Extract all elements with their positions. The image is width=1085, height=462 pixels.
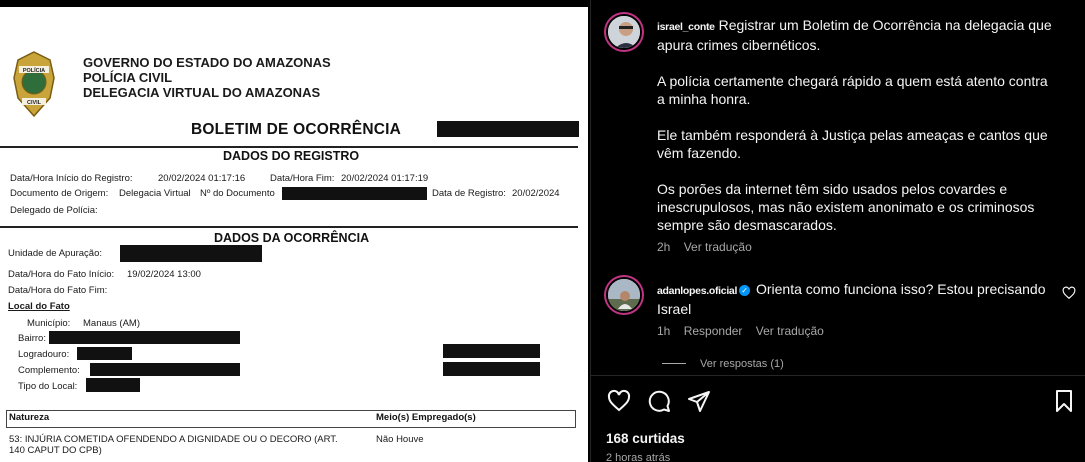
caption-meta: [657, 240, 762, 254]
field-label: Bairro:: [18, 333, 46, 344]
redaction-bar: [443, 344, 540, 358]
comment-meta: [657, 324, 834, 338]
redaction-bar: [77, 347, 132, 360]
heart-icon[interactable]: [607, 389, 631, 413]
header-line: DELEGACIA VIRTUAL DO AMAZONAS: [83, 85, 321, 100]
actions-divider: [591, 375, 1085, 376]
comment-time: 1h: [657, 324, 671, 338]
field-label: Documento de Origem:: [10, 188, 109, 199]
header-line: GOVERNO DO ESTADO DO AMAZONAS: [83, 55, 331, 70]
likes-count[interactable]: 168 curtidas: [606, 431, 685, 446]
field-label: Município:: [27, 318, 71, 329]
header-line: POLÍCIA CIVIL: [83, 70, 173, 85]
svg-text:CIVIL: CIVIL: [26, 100, 42, 106]
field-value: 20/02/2024 01:17:19: [341, 173, 429, 184]
field-value: Manaus (AM): [83, 318, 141, 329]
field-label: Data/Hora Fim:: [270, 173, 335, 184]
comment-text: Orienta como funciona isso? Estou precisando Israel: [657, 281, 1046, 317]
comment: [657, 280, 1052, 318]
table-cell: Não Houve: [376, 434, 424, 445]
divider: [0, 146, 578, 148]
like-comment-heart-icon[interactable]: [1062, 286, 1076, 300]
comments-panel: [590, 0, 1085, 462]
caption-paragraph: A polícia certamente chegará rápido a quem está atento contra a minha honra.: [657, 73, 1048, 107]
caption-text: Registrar um Boletim de Ocorrência na delegacia que apura crimes cibernéticos.: [657, 17, 1052, 53]
field-label: Data/Hora do Fato Início:: [8, 269, 115, 280]
view-replies-label: Ver respostas (1): [700, 358, 784, 370]
field-label: Delegado de Polícia:: [10, 205, 98, 216]
redaction-bar: [120, 245, 262, 262]
table-cell: 53: INJÚRIA COMETIDA OFENDENDO A DIGNIDADE OU O DECORO (ART.: [9, 434, 338, 445]
svg-text:POLÍCIA: POLÍCIA: [22, 68, 46, 74]
document-title: BOLETIM DE OCORRÊNCIA: [191, 121, 402, 138]
field-value: 20/02/2024 01:17:16: [158, 173, 246, 184]
redaction-bar: [282, 187, 427, 200]
police-badge-icon: [10, 50, 58, 118]
comment-icon[interactable]: [647, 389, 671, 413]
post-time: 2 horas atrás: [606, 452, 671, 462]
person-icon: [608, 279, 642, 313]
avatar[interactable]: [606, 14, 642, 50]
section-title: DADOS DA OCORRÊNCIA: [214, 231, 370, 245]
field-label: Logradouro:: [18, 349, 70, 360]
commenter-avatar[interactable]: [606, 277, 642, 313]
post-caption: [657, 16, 1057, 252]
replies-line: [662, 363, 686, 364]
caption-username[interactable]: israel_conte: [657, 21, 715, 33]
table-header: Meio(s) Empregado(s): [376, 412, 476, 423]
redaction-bar: [443, 362, 540, 376]
field-value: Delegacia Virtual: [119, 188, 191, 199]
field-label: Data/Hora do Fato Fim:: [8, 285, 108, 296]
field-label: Nº do Documento: [200, 188, 275, 199]
field-label: Tipo do Local:: [18, 381, 78, 392]
comment-username[interactable]: adanlopes.oficial: [657, 285, 738, 297]
redaction-bar: [49, 331, 240, 344]
natureza-table: [6, 410, 576, 428]
redaction-bar: [90, 363, 240, 376]
verified-badge-icon: ✓: [739, 285, 750, 296]
section-subtitle: Local do Fato: [8, 301, 70, 312]
bookmark-icon[interactable]: [1052, 389, 1076, 413]
field-value: 19/02/2024 13:00: [127, 269, 201, 280]
see-translation-link[interactable]: Ver tradução: [755, 324, 824, 338]
person-icon: [608, 16, 642, 50]
field-label: Unidade de Apuração:: [8, 248, 103, 259]
header-block: [83, 55, 331, 100]
document-page: [0, 7, 588, 462]
caption-paragraph: Os porões da internet têm sido usados pelos covardes e inescrupulosos, mas não existem anonimato e os criminosos sempre são desmascarados.: [657, 181, 1035, 233]
panel-border: [590, 0, 591, 462]
view-replies-button[interactable]: [662, 358, 784, 370]
field-value: 20/02/2024: [512, 188, 560, 199]
section-title: DADOS DO REGISTRO: [223, 149, 360, 163]
redaction-bar: [86, 378, 140, 392]
divider: [0, 226, 578, 228]
redaction-bar: [437, 121, 579, 137]
see-translation-link[interactable]: Ver tradução: [683, 240, 752, 254]
caption-paragraph: Ele também responderá à Justiça pelas ameaças e cantos que vêm fazendo.: [657, 127, 1048, 161]
caption-time: 2h: [657, 240, 671, 254]
field-label: Data/Hora Início do Registro:: [10, 173, 133, 184]
table-header: Natureza: [9, 412, 50, 423]
table-cell: 140 CAPUT DO CPB): [9, 445, 102, 456]
reply-button[interactable]: Responder: [683, 324, 743, 338]
share-icon[interactable]: [687, 389, 711, 413]
field-label: Complemento:: [18, 365, 80, 376]
field-label: Data de Registro:: [432, 188, 506, 199]
